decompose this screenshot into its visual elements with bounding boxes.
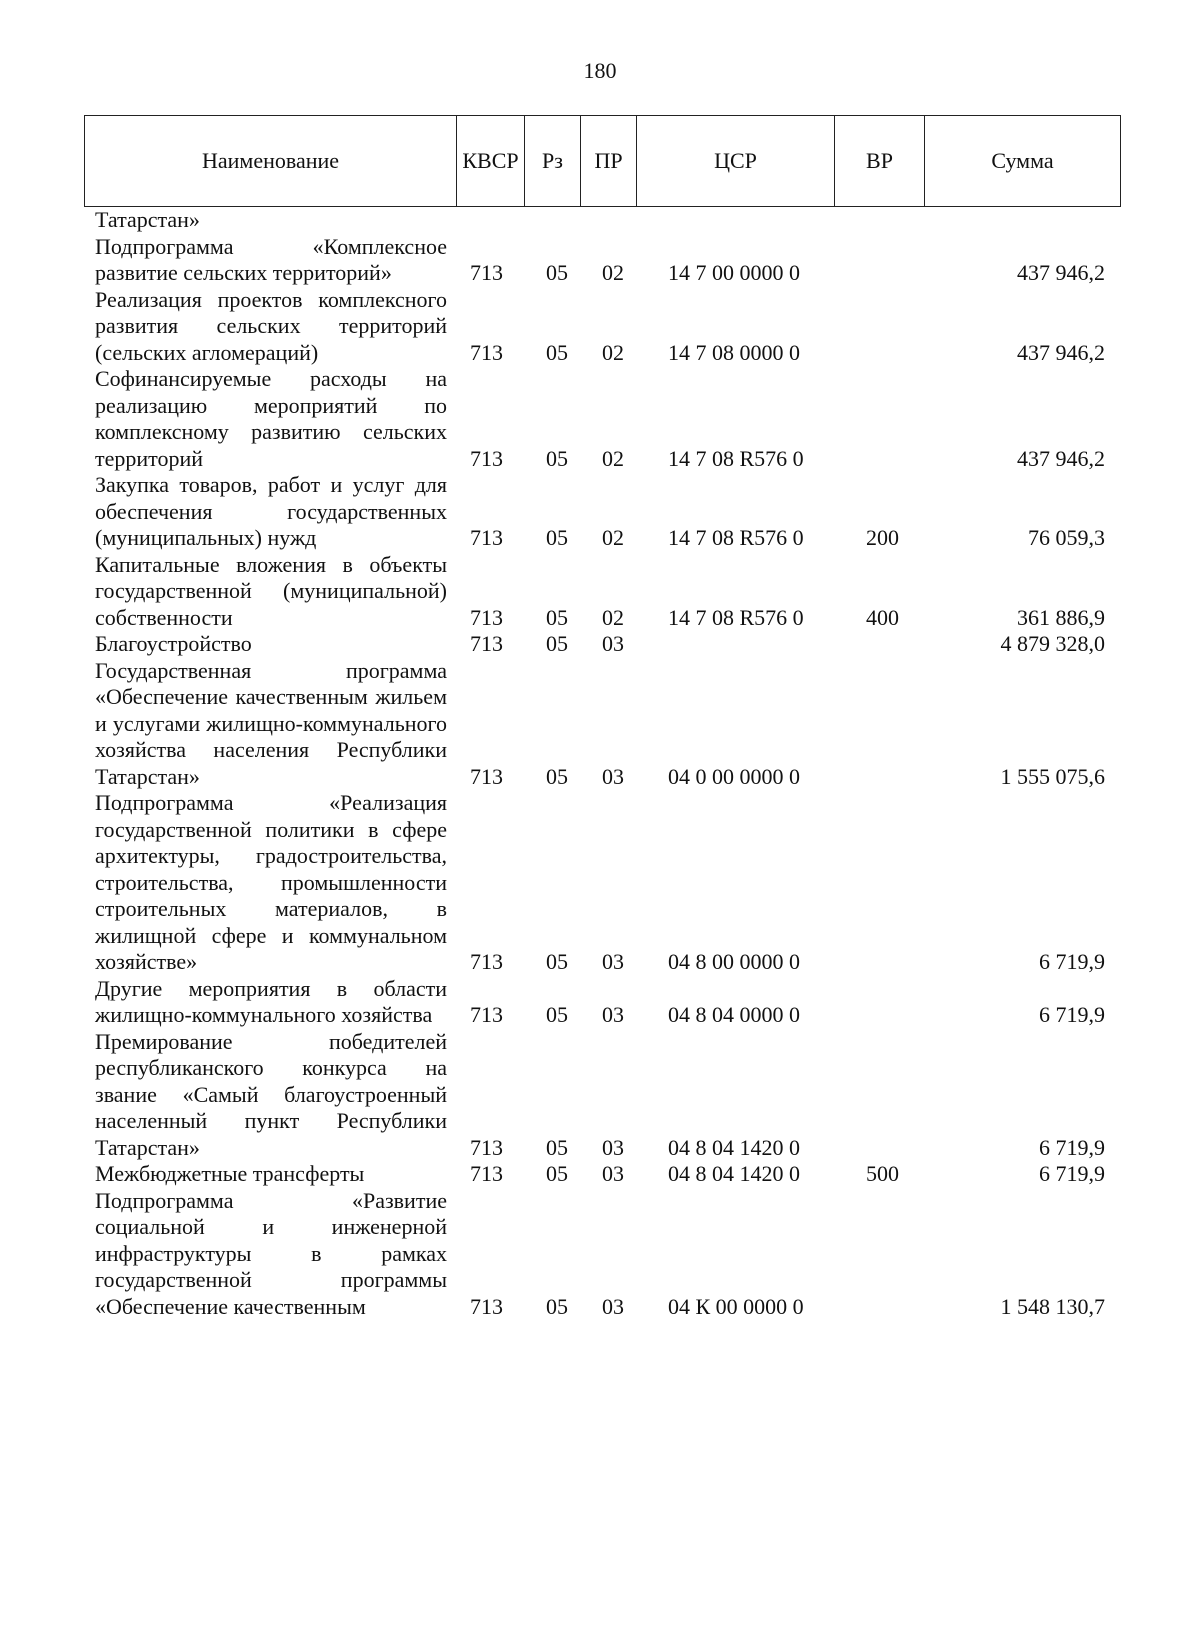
row-csr: 04 8 00 0000 0 bbox=[668, 949, 800, 974]
row-rz: 05 bbox=[546, 339, 568, 365]
table-row bbox=[0, 1161, 1200, 1188]
row-kvsr: 713 bbox=[470, 1134, 503, 1160]
row-pr: 03 bbox=[602, 631, 624, 656]
row-name: Благоустройство bbox=[95, 631, 252, 656]
row-rz: 05 bbox=[546, 1161, 568, 1186]
row-name: Межбюджетные трансферты bbox=[95, 1161, 365, 1186]
row-name: Премирование победителей республиканского конкурса на звание «Самый благоустроенный населенный пункт Республики Татарстан» bbox=[95, 1028, 447, 1160]
row-rz: 05 bbox=[546, 1002, 568, 1027]
row-rz: 05 bbox=[546, 604, 568, 630]
row-rz: 05 bbox=[546, 763, 568, 789]
table-row bbox=[0, 976, 1200, 1029]
row-csr: 14 7 08 R576 0 bbox=[668, 525, 804, 550]
row-kvsr: 713 bbox=[470, 1002, 503, 1027]
row-csr: 04 К 00 0000 0 bbox=[668, 1293, 804, 1319]
row-name: Подпрограмма «Реализация государственной политики в сфере архитектуры, градостроительства, строительства, промышленности строительных материалов, в жилищной сфере и коммунальном хозяйстве» bbox=[95, 790, 447, 974]
row-rz: 05 bbox=[546, 525, 568, 550]
header-rz: Рз bbox=[525, 116, 581, 207]
row-kvsr: 713 bbox=[470, 604, 503, 630]
row-kvsr: 713 bbox=[470, 339, 503, 365]
table-row bbox=[0, 1188, 1200, 1321]
row-pr: 03 bbox=[602, 1161, 624, 1186]
row-pr: 03 bbox=[602, 1134, 624, 1160]
row-kvsr: 713 bbox=[470, 260, 503, 285]
row-rz: 05 bbox=[546, 949, 568, 974]
table-body bbox=[0, 207, 1200, 1320]
row-vr: 500 bbox=[866, 1161, 899, 1186]
row-rz: 05 bbox=[546, 445, 568, 471]
row-kvsr: 713 bbox=[470, 1293, 503, 1319]
row-sum: 76 059,3 bbox=[1028, 525, 1105, 550]
row-csr: 14 7 08 0000 0 bbox=[668, 339, 800, 365]
row-vr: 200 bbox=[866, 525, 899, 550]
table-row bbox=[0, 472, 1200, 552]
row-kvsr: 713 bbox=[470, 1161, 503, 1186]
row-sum: 6 719,9 bbox=[1039, 1134, 1105, 1160]
table-row bbox=[0, 552, 1200, 632]
row-pr: 03 bbox=[602, 1293, 624, 1319]
row-pr: 03 bbox=[602, 1002, 624, 1027]
row-csr: 04 0 00 0000 0 bbox=[668, 763, 800, 789]
row-csr: 04 8 04 1420 0 bbox=[668, 1134, 800, 1160]
row-pr: 02 bbox=[602, 339, 624, 365]
header-name: Наименование bbox=[85, 116, 457, 207]
row-rz: 05 bbox=[546, 260, 568, 285]
table-header bbox=[84, 115, 1121, 207]
row-name: Капитальные вложения в объекты государственной (муниципальной) собственности bbox=[95, 551, 447, 630]
row-sum: 1 548 130,7 bbox=[1000, 1293, 1105, 1319]
row-csr: 04 8 04 0000 0 bbox=[668, 1002, 800, 1027]
row-kvsr: 713 bbox=[470, 763, 503, 789]
table-row bbox=[0, 207, 1200, 234]
table-row bbox=[0, 658, 1200, 791]
row-kvsr: 713 bbox=[470, 445, 503, 471]
table-row bbox=[0, 1029, 1200, 1162]
row-sum: 437 946,2 bbox=[1017, 260, 1105, 285]
row-kvsr: 713 bbox=[470, 631, 503, 656]
table-row bbox=[0, 631, 1200, 658]
row-name: Закупка товаров, работ и услуг для обеспечения государственных (муниципальных) нужд bbox=[95, 472, 447, 550]
row-sum: 6 719,9 bbox=[1039, 1002, 1105, 1027]
row-pr: 02 bbox=[602, 445, 624, 471]
row-name: Подпрограмма «Развитие социальной и инженерной инфраструктуры в рамках государственной программы «Обеспечение качественным bbox=[95, 1187, 447, 1319]
page-number: 180 bbox=[583, 58, 617, 83]
row-sum: 4 879 328,0 bbox=[1000, 631, 1105, 656]
row-sum: 6 719,9 bbox=[1039, 949, 1105, 974]
row-rz: 05 bbox=[546, 631, 568, 656]
row-kvsr: 713 bbox=[470, 525, 503, 550]
table-row bbox=[0, 287, 1200, 367]
row-sum: 437 946,2 bbox=[1017, 445, 1105, 471]
row-pr: 02 bbox=[602, 604, 624, 630]
table-row bbox=[0, 366, 1200, 472]
header-kvsr: КВСР bbox=[457, 116, 525, 207]
table-row bbox=[0, 790, 1200, 976]
row-rz: 05 bbox=[546, 1134, 568, 1160]
row-vr: 400 bbox=[866, 604, 899, 630]
header-pr: ПР bbox=[581, 116, 637, 207]
row-csr: 14 7 08 R576 0 bbox=[668, 445, 804, 471]
row-sum: 361 886,9 bbox=[1017, 604, 1105, 630]
row-csr: 14 7 08 R576 0 bbox=[668, 604, 804, 630]
row-pr: 03 bbox=[602, 949, 624, 974]
row-rz: 05 bbox=[546, 1293, 568, 1319]
row-name: Государственная программа «Обеспечение качественным жильем и услугами жилищно-коммунального хозяйства населения Республики Татарстан» bbox=[95, 657, 447, 789]
row-kvsr: 713 bbox=[470, 949, 503, 974]
row-name: Реализация проектов комплексного развития сельских территорий (сельских агломераций) bbox=[95, 286, 447, 365]
row-name: Софинансируемые расходы на реализацию мероприятий по комплексному развитию сельских территорий bbox=[95, 366, 447, 471]
row-pr: 03 bbox=[602, 763, 624, 789]
row-csr: 14 7 00 0000 0 bbox=[668, 260, 800, 285]
row-pr: 02 bbox=[602, 525, 624, 550]
header-csr: ЦСР bbox=[637, 116, 835, 207]
row-name: Татарстан» bbox=[95, 207, 200, 232]
row-sum: 437 946,2 bbox=[1017, 339, 1105, 365]
row-sum: 1 555 075,6 bbox=[1000, 763, 1105, 789]
header-sum: Сумма bbox=[925, 116, 1121, 207]
row-name: Другие мероприятия в области жилищно-коммунального хозяйства bbox=[95, 975, 447, 1027]
row-sum: 6 719,9 bbox=[1039, 1161, 1105, 1186]
row-pr: 02 bbox=[602, 260, 624, 285]
row-name: Подпрограмма «Комплексное развитие сельских территорий» bbox=[95, 233, 447, 285]
table-row bbox=[0, 234, 1200, 287]
header-vr: ВР bbox=[835, 116, 925, 207]
row-csr: 04 8 04 1420 0 bbox=[668, 1161, 800, 1186]
